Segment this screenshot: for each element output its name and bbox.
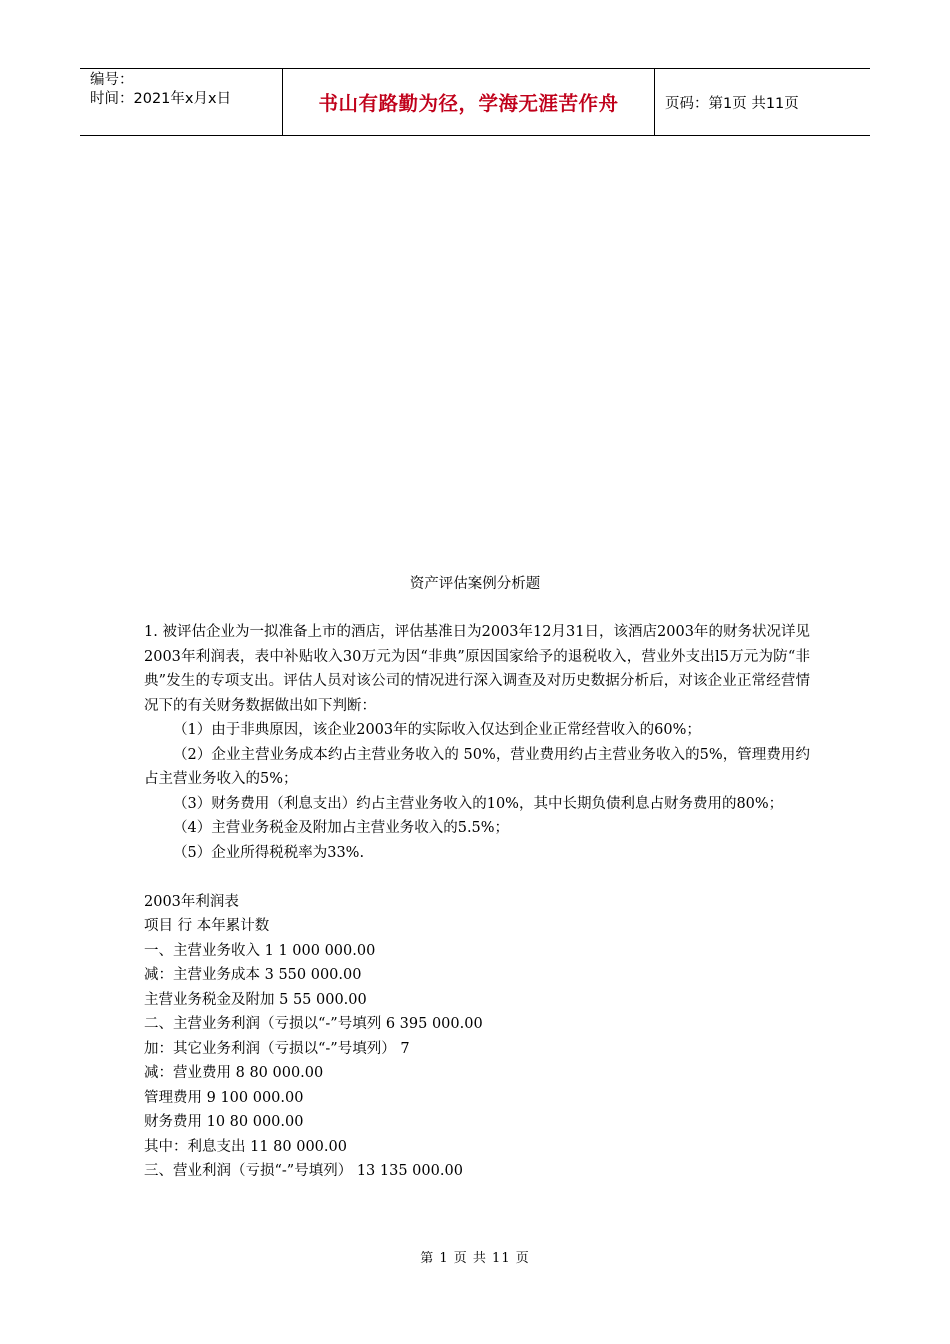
spacer [144, 865, 810, 890]
table-row: 三、营业利润（亏损“-”号填列） 13 135 000.00 [144, 1163, 463, 1179]
income-statement-header: 项目 行 本年累计数 [144, 918, 270, 934]
intro-paragraph: 1. 被评估企业为一拟准备上市的酒店，评估基准日为2003年12月31日，该酒店2003年的财务状况详见2003年利润表，表中补贴收入30万元为因“非典”原因国家给予的退税收入，营业外支出l5万元为防“非典”发生的专项支出。评估人员对该公司的情况进行深入调查及对历史数据分析后，对该企业正常经营情况下的有关财务数据做出如下判断： [144, 624, 810, 714]
judgment-item-4: （4）主营业务税金及附加占主营业务收入的5.5%； [173, 820, 510, 836]
table-row: 减：营业费用 8 80 000.00 [144, 1065, 324, 1081]
header-meta [80, 69, 282, 135]
serial-label: 编号： [90, 72, 134, 88]
table-row: 二、主营业务利润（亏损以“-”号填列 6 395 000.00 [144, 1016, 483, 1032]
document-body [144, 620, 810, 1184]
judgment-item-2: （2）企业主营业务成本约占主营业务收入的 50%，营业费用约占主营业务收入的5%，管理费用约占主营业务收入的5%； [144, 746, 810, 787]
page-footer: 第 1 页 共 11 页 [420, 1251, 530, 1266]
judgment-item-1: （1）由于非典原因，该企业2003年的实际收入仅达到企业正常经营收入的60%； [173, 722, 701, 738]
document-title: 资产评估案例分析题 [409, 576, 541, 592]
page-header [80, 68, 870, 136]
table-row: 加：其它业务利润（亏损以“-”号填列） 7 [144, 1040, 410, 1057]
table-row: 主营业务税金及附加 5 55 000.00 [144, 991, 367, 1008]
table-row: 其中：利息支出 11 80 000.00 [144, 1138, 347, 1155]
table-row: 减：主营业务成本 3 550 000.00 [144, 967, 362, 983]
table-row: 管理费用 9 100 000.00 [144, 1089, 304, 1106]
judgment-item-5: （5）企业所得税税率为33%. [173, 844, 365, 861]
header-motto: 书山有路勤为径，学海无涯苦作舟 [282, 69, 655, 135]
judgment-item-3: （3）财务费用（利息支出）约占主营业务收入的10%，其中长期负债利息占财务费用的80%； [173, 795, 784, 812]
time-label: 时间：2021年x月x日 [90, 91, 232, 107]
table-row: 财务费用 10 80 000.00 [144, 1114, 304, 1130]
table-row: 一、主营业务收入 1 1 000 000.00 [144, 942, 376, 959]
income-statement-title: 2003年利润表 [144, 893, 239, 910]
header-page-info: 页码：第1页 共11页 [665, 95, 799, 112]
